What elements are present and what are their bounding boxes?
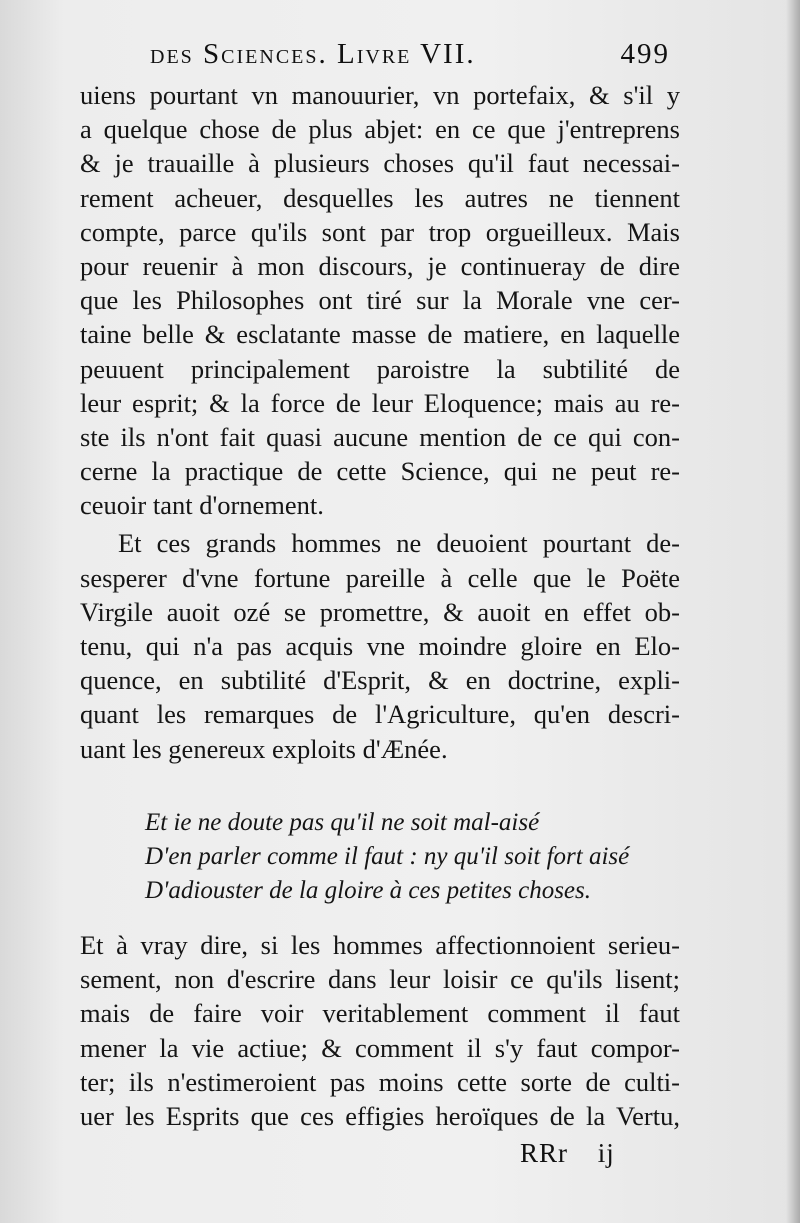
text-line: cerne la practique de cette Science, qui ne peut re- <box>80 456 680 487</box>
text-line: taine belle & esclatante masse de matiere, en laquelle <box>80 319 680 350</box>
text-line: Et ces grands hommes ne deuoient pourtant de- <box>118 528 680 559</box>
continuation-text-block <box>80 928 680 1133</box>
text-line: sement, non d'escrire dans leur loisir ce qu'ils lisent; <box>80 964 680 995</box>
text-line: sesperer d'vne fortune pareille à celle que le Poëte <box>80 562 680 593</box>
signature-mark <box>520 1138 615 1169</box>
text-line: pour reuenir à mon discours, je continueray de dire <box>80 250 680 281</box>
text-line: Virgile auoit ozé se promettre, & auoit en effet ob- <box>80 596 680 627</box>
running-title: des Sciences. Livre VII. <box>150 38 476 70</box>
text-line: que les Philosophes ont tiré sur la Morale vne cer- <box>80 285 680 316</box>
text-line: peuuent principalement paroistre la subtilité de <box>80 353 680 384</box>
text-line: quant les remarques de l'Agriculture, qu'en descri- <box>80 699 680 730</box>
page-number: 499 <box>620 38 670 70</box>
verse-quotation <box>145 806 685 908</box>
text-line: mener la vie actiue; & comment il s'y faut compor- <box>80 1032 680 1063</box>
text-line: Et à vray dire, si les hommes affectionnoient serieu- <box>80 930 680 960</box>
text-line: rement acheuer, desquelles les autres ne tiennent <box>80 182 680 213</box>
text-line: uant les genereux exploits d'Ænée. <box>80 733 448 764</box>
signature-letters: RRr <box>520 1138 569 1168</box>
verse-line: Et ie ne doute pas qu'il ne soit mal-aisé <box>145 809 540 836</box>
running-header <box>150 38 670 78</box>
verse-line: D'en parler comme il faut : ny qu'il soit fort aisé <box>145 843 630 870</box>
text-line: uiens pourtant vn manouurier, vn portefaix, & s'il y <box>80 80 680 110</box>
text-line: quence, en subtilité d'Esprit, & en doctrine, expli- <box>80 665 680 696</box>
verse-line: D'adiouster de la gloire à ces petites choses. <box>145 877 592 904</box>
text-line: tenu, qui n'a pas acquis vne moindre gloire en Elo- <box>80 631 680 661</box>
text-line: compte, parce qu'ils sont par trop orgueilleux. Mais <box>80 216 680 247</box>
text-line: mais de faire voir veritablement comment il faut <box>80 998 680 1029</box>
text-line: a quelque chose de plus abjet: en ce que j'entreprens <box>80 114 680 145</box>
text-line: ter; ils n'estimeroient pas moins cette sorte de culti- <box>80 1066 680 1097</box>
text-line: ceuoir tant d'ornement. <box>80 490 324 521</box>
text-line: & je trauaille à plusieurs choses qu'il faut necessai- <box>80 148 680 179</box>
main-text-block <box>80 78 680 766</box>
text-line: uer les Esprits que ces effigies heroïques de la Vertu, <box>80 1100 680 1131</box>
text-line: leur esprit; & la force de leur Eloquence; mais au re- <box>80 387 680 418</box>
text-line: ste ils n'ont fait quasi aucune mention de ce qui con- <box>80 421 680 452</box>
signature-number: ij <box>597 1138 615 1168</box>
